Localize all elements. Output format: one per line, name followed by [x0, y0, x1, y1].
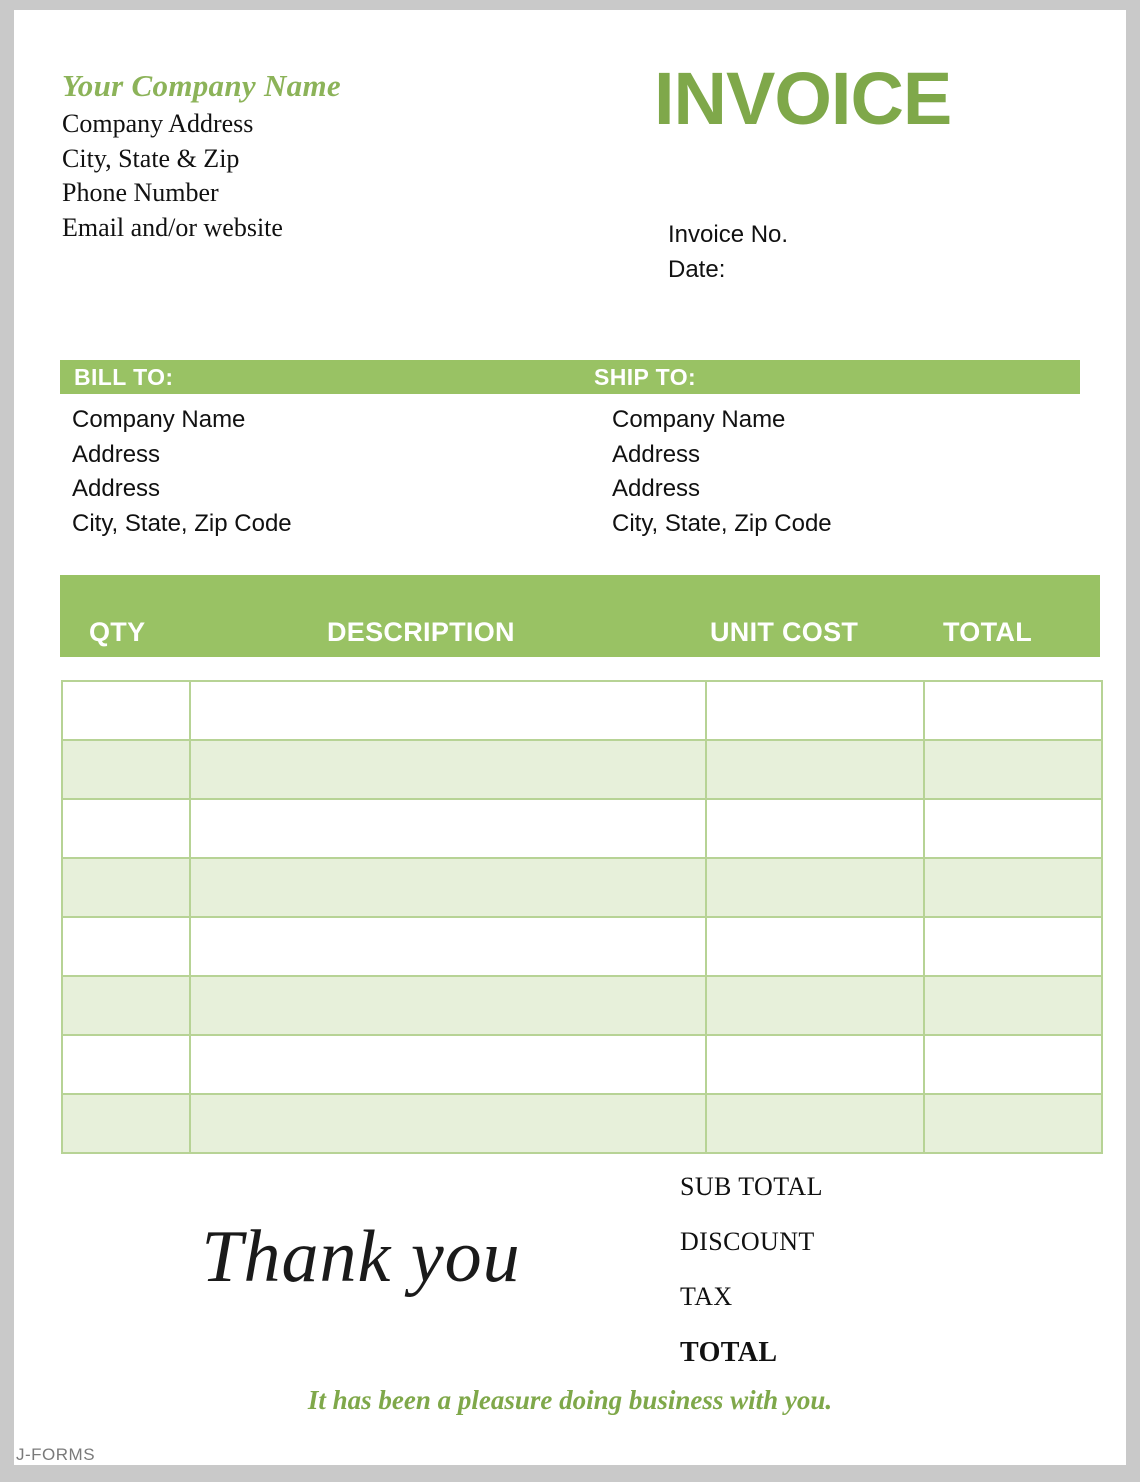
- address-header-bar: [60, 360, 1080, 394]
- column-header-qty: QTY: [89, 617, 146, 647]
- bill-to-block: [72, 403, 542, 541]
- cell-qty[interactable]: [62, 681, 190, 740]
- cell-unit-cost[interactable]: [706, 917, 924, 976]
- cell-total[interactable]: [924, 1035, 1102, 1094]
- cell-description[interactable]: [190, 976, 706, 1035]
- discount-label: DISCOUNT: [680, 1227, 815, 1256]
- page-title: INVOICE: [654, 57, 952, 140]
- cell-description[interactable]: [190, 1094, 706, 1153]
- company-address: Company Address: [62, 109, 254, 138]
- table-row[interactable]: [62, 1035, 1102, 1094]
- ship-to-line: Address: [612, 440, 701, 468]
- grand-total-label: TOTAL: [680, 1337, 778, 1368]
- cell-qty[interactable]: [62, 858, 190, 917]
- company-email: Email and/or website: [62, 212, 283, 242]
- thank-you-text: Thank you: [201, 1216, 521, 1298]
- invoice-number-label: Invoice No.: [668, 221, 789, 248]
- table-row[interactable]: [62, 917, 1102, 976]
- cell-description[interactable]: [190, 799, 706, 858]
- cell-unit-cost[interactable]: [706, 1094, 924, 1153]
- cell-qty[interactable]: [62, 1035, 190, 1094]
- bill-to-line: Address: [72, 440, 161, 468]
- invoice-page: [14, 10, 1126, 1465]
- company-phone: Phone Number: [62, 178, 219, 208]
- ship-to-heading: SHIP TO:: [594, 364, 697, 390]
- column-header-total: TOTAL: [943, 617, 1032, 647]
- table-row[interactable]: [62, 1094, 1102, 1153]
- bill-to-heading: BILL TO:: [74, 364, 174, 390]
- cell-unit-cost[interactable]: [706, 799, 924, 858]
- cell-total[interactable]: [924, 976, 1102, 1035]
- cell-qty[interactable]: [62, 740, 190, 799]
- items-table: [61, 680, 1103, 1154]
- cell-unit-cost[interactable]: [706, 681, 924, 740]
- invoice-meta: [668, 218, 788, 288]
- items-table-header: [60, 575, 1100, 657]
- ship-to-block: [612, 403, 1082, 541]
- cell-total[interactable]: [924, 681, 1102, 740]
- ship-to-line: Company Name: [612, 406, 786, 433]
- company-info: [62, 68, 622, 245]
- cell-unit-cost[interactable]: [706, 858, 924, 917]
- cell-total[interactable]: [924, 740, 1102, 799]
- watermark: J-FORMS: [16, 1445, 96, 1464]
- sub-total-label: SUB TOTAL: [680, 1172, 823, 1201]
- table-row[interactable]: [62, 799, 1102, 858]
- totals-block: [680, 1172, 1060, 1369]
- cell-qty[interactable]: [62, 1094, 190, 1153]
- cell-qty[interactable]: [62, 976, 190, 1035]
- cell-total[interactable]: [924, 1094, 1102, 1153]
- column-header-unit-cost: UNIT COST: [710, 617, 859, 647]
- cell-total[interactable]: [924, 799, 1102, 858]
- bill-to-line: Address: [72, 475, 161, 503]
- ship-to-line: City, State, Zip Code: [612, 509, 832, 537]
- cell-qty[interactable]: [62, 917, 190, 976]
- cell-unit-cost[interactable]: [706, 740, 924, 799]
- table-row[interactable]: [62, 740, 1102, 799]
- column-header-description: DESCRIPTION: [327, 617, 515, 647]
- bill-to-line: City, State, Zip Code: [72, 509, 292, 537]
- cell-total[interactable]: [924, 858, 1102, 917]
- table-row[interactable]: [62, 976, 1102, 1035]
- table-row[interactable]: [62, 681, 1102, 740]
- cell-description[interactable]: [190, 1035, 706, 1094]
- tax-label: TAX: [680, 1282, 733, 1311]
- cell-description[interactable]: [190, 858, 706, 917]
- cell-description[interactable]: [190, 917, 706, 976]
- cell-total[interactable]: [924, 917, 1102, 976]
- cell-description[interactable]: [190, 681, 706, 740]
- invoice-date-label: Date:: [668, 255, 726, 283]
- cell-description[interactable]: [190, 740, 706, 799]
- company-city-state-zip: City, State & Zip: [62, 143, 240, 173]
- company-name: Your Company Name: [62, 68, 341, 103]
- cell-qty[interactable]: [62, 799, 190, 858]
- bill-to-line: Company Name: [72, 406, 246, 433]
- table-row[interactable]: [62, 858, 1102, 917]
- cell-unit-cost[interactable]: [706, 1035, 924, 1094]
- cell-unit-cost[interactable]: [706, 976, 924, 1035]
- ship-to-line: Address: [612, 475, 701, 503]
- closing-message: It has been a pleasure doing business with you.: [307, 1385, 833, 1415]
